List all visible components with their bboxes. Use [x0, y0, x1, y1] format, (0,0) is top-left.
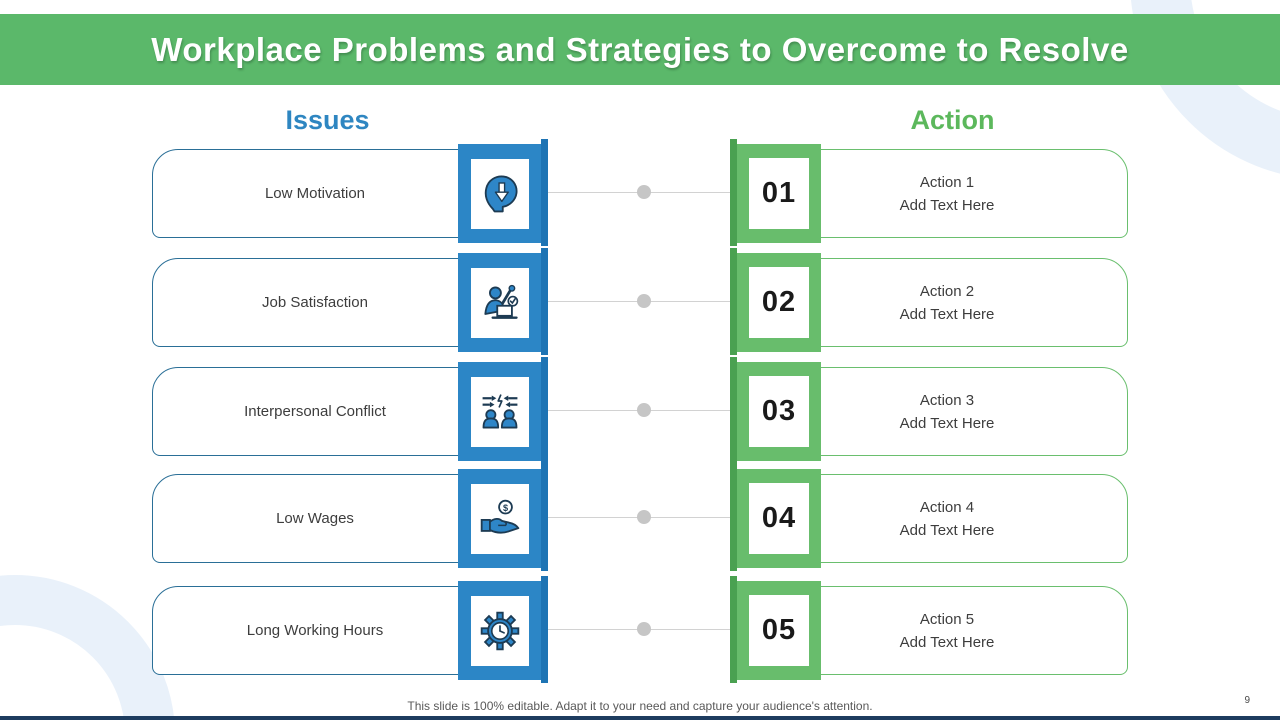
action-number-square: [737, 253, 821, 352]
issue-accent-bar: [541, 248, 548, 355]
action-accent-bar: [730, 248, 737, 355]
issue-action-row: [0, 356, 1280, 465]
action-placeholder-text[interactable]: Add Text Here: [899, 305, 995, 323]
editable-note: This slide is 100% editable. Adapt it to your need and capture your audience's attention.: [407, 699, 873, 713]
action-number-square: [737, 362, 821, 461]
issue-accent-bar: [541, 357, 548, 464]
issue-icon-square: [458, 253, 541, 352]
issue-icon-square: [458, 144, 541, 243]
action-placeholder-text[interactable]: Add Text Here: [899, 196, 995, 214]
issue-action-row: [0, 575, 1280, 684]
page-number: 9: [1244, 695, 1250, 706]
title-banner: [0, 14, 1280, 85]
action-placeholder-text[interactable]: Add Text Here: [899, 633, 995, 651]
connector-dot: [637, 403, 651, 417]
action-number-square: [737, 144, 821, 243]
action-placeholder-text[interactable]: Add Text Here: [899, 414, 995, 432]
action-number: 01: [749, 158, 809, 229]
action-title: Action 5: [919, 610, 975, 628]
issue-label: Low Motivation: [264, 185, 366, 202]
action-accent-bar: [730, 464, 737, 571]
action-number: 04: [749, 483, 809, 554]
interpersonal-conflict-icon: [471, 377, 529, 447]
issue-label: Job Satisfaction: [262, 294, 368, 311]
action-title: Action 3: [919, 391, 975, 409]
issue-label: Low Wages: [276, 510, 354, 527]
svg-text:$: $: [502, 502, 508, 513]
issues-column-heading: Issues: [285, 105, 370, 135]
issue-action-row: [0, 247, 1280, 356]
issue-action-row: [0, 463, 1280, 572]
connector-dot: [637, 185, 651, 199]
action-title: Action 2: [919, 282, 975, 300]
action-label: [821, 258, 1073, 347]
long-working-hours-icon: [471, 596, 529, 666]
action-accent-bar: [730, 139, 737, 246]
action-number: 03: [749, 376, 809, 447]
connector-dot: [637, 294, 651, 308]
issue-icon-square: [458, 581, 541, 680]
page-title: Workplace Problems and Strategies to Overcome to Resolve: [151, 30, 1129, 68]
issue-label: Interpersonal Conflict: [244, 403, 386, 420]
action-accent-bar: [730, 576, 737, 683]
low-motivation-icon: [471, 159, 529, 229]
action-column-heading: Action: [910, 105, 995, 135]
low-wages-icon: [471, 484, 529, 554]
action-label: [821, 149, 1073, 238]
action-label: [821, 586, 1073, 675]
issue-accent-bar: [541, 139, 548, 246]
action-number-square: [737, 581, 821, 680]
bottom-strip: [0, 716, 1280, 720]
action-placeholder-text[interactable]: Add Text Here: [899, 521, 995, 539]
action-title: Action 4: [919, 498, 975, 516]
issue-action-row: [0, 138, 1280, 247]
issue-label: Long Working Hours: [246, 622, 384, 639]
issue-accent-bar: [541, 576, 548, 683]
action-label: [821, 474, 1073, 563]
connector-dot: [637, 510, 651, 524]
action-number: 02: [749, 267, 809, 338]
action-accent-bar: [730, 357, 737, 464]
issue-icon-square: [458, 362, 541, 461]
action-title: Action 1: [919, 173, 975, 191]
action-number-square: [737, 469, 821, 568]
issue-accent-bar: [541, 464, 548, 571]
action-label: [821, 367, 1073, 456]
job-satisfaction-icon: [471, 268, 529, 338]
issue-icon-square: [458, 469, 541, 568]
connector-dot: [637, 622, 651, 636]
action-number: 05: [749, 595, 809, 666]
